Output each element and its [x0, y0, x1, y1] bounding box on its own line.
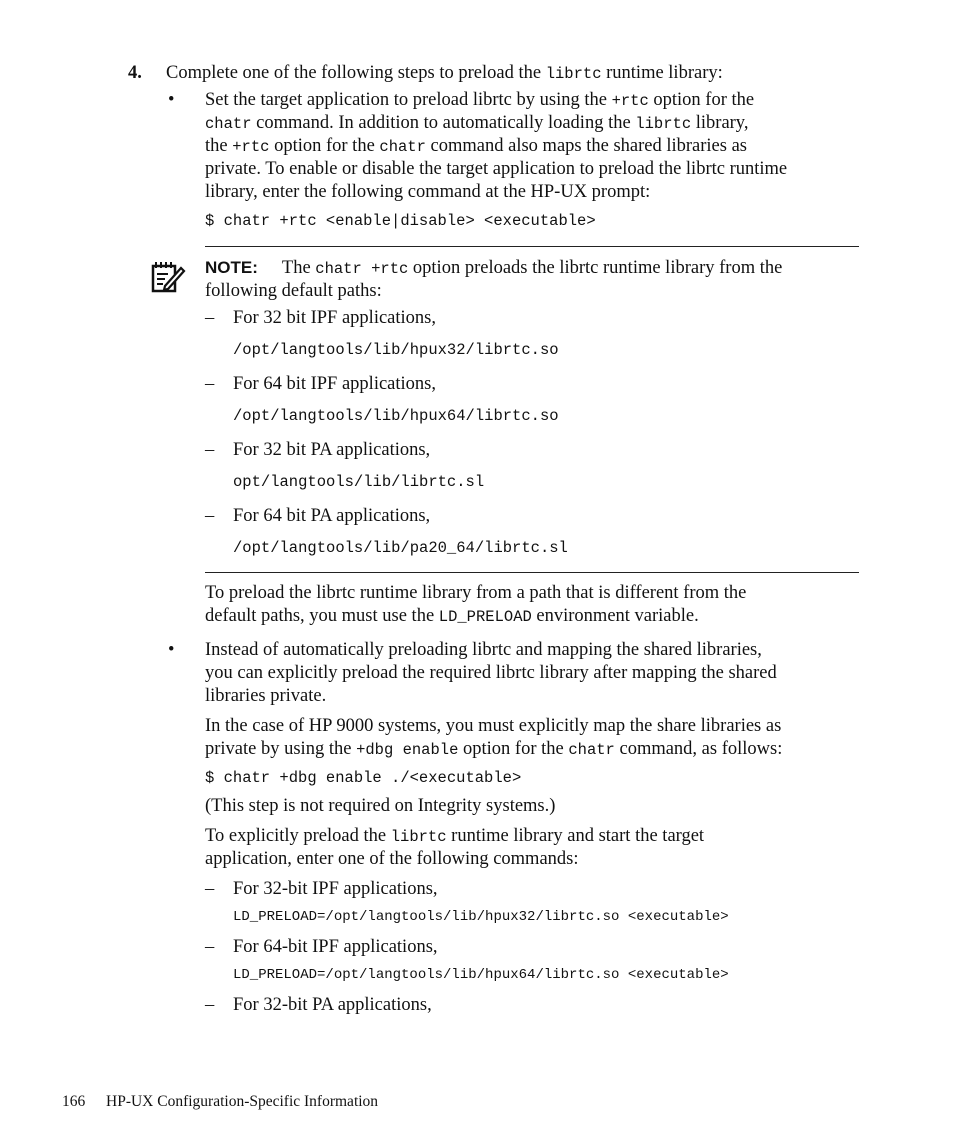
chatr-rtc-command: $ chatr +rtc <enable|disable> <executable>: [205, 212, 596, 230]
page-number: 166: [62, 1093, 86, 1110]
note-icon: [150, 259, 186, 295]
note-label: NOTE:: [205, 258, 258, 277]
bullet1-line-2: chatr command. In addition to automatically loading the librtc library,: [205, 113, 749, 133]
dash: –: [205, 440, 215, 460]
integrity-note: (This step is not required on Integrity systems.): [205, 796, 556, 816]
preload-line-1: To explicitly preload the librtc runtime library and start the target: [205, 826, 705, 846]
bullet2-line-2: you can explicitly preload the required librtc library after mapping the shared: [205, 663, 777, 683]
note-bottom-rule: [205, 572, 859, 573]
note-item-path: opt/langtools/lib/librtc.sl: [233, 473, 485, 491]
chatr-dbg-command: $ chatr +dbg enable ./<executable>: [205, 769, 522, 787]
note-item-path: /opt/langtools/lib/hpux32/librtc.so: [233, 341, 559, 359]
bullet2-line-3: libraries private.: [205, 686, 327, 706]
note-item-label: For 32 bit IPF applications,: [233, 308, 436, 328]
preload-item-label: For 32-bit IPF applications,: [233, 879, 438, 899]
preload-item-label: For 64-bit IPF applications,: [233, 937, 438, 957]
footer-title: HP-UX Configuration-Specific Information: [106, 1093, 379, 1110]
dash: –: [205, 308, 215, 328]
bullet1-line-3: the +rtc option for the chatr command also maps the shared libraries as: [205, 136, 748, 156]
hp9000-line-1: In the case of HP 9000 systems, you must explicitly map the share libraries as: [205, 716, 782, 736]
step-number: 4.: [128, 63, 142, 83]
dash: –: [205, 506, 215, 526]
dash: –: [205, 374, 215, 394]
note-item-path: /opt/langtools/lib/pa20_64/librtc.sl: [233, 539, 568, 557]
bullet1-line-4: private. To enable or disable the target application to preload the librtc runtime: [205, 159, 788, 179]
hp9000-line-2: private by using the +dbg enable option for the chatr command, as follows:: [205, 739, 783, 759]
note-item-label: For 32 bit PA applications,: [233, 440, 431, 460]
note-top-rule: [205, 246, 859, 247]
note-item-path: /opt/langtools/lib/hpux64/librtc.so: [233, 407, 559, 425]
preload-item-cmd: LD_PRELOAD=/opt/langtools/lib/hpux32/librtc.so <executable>: [233, 909, 729, 925]
bullet1-line-1: Set the target application to preload librtc by using the +rtc option for the: [205, 90, 755, 110]
dash: –: [205, 995, 215, 1015]
after-note-line-1: To preload the librtc runtime library from a path that is different from the: [205, 583, 747, 603]
preload-item-cmd: LD_PRELOAD=/opt/langtools/lib/hpux64/librtc.so <executable>: [233, 967, 729, 983]
note-line-1: NOTE: The chatr +rtc option preloads the librtc runtime library from the: [205, 258, 783, 278]
note-line-2: following default paths:: [205, 281, 382, 301]
note-item-label: For 64 bit IPF applications,: [233, 374, 436, 394]
dash: –: [205, 879, 215, 899]
bullet-1: •: [168, 90, 175, 110]
note-item-label: For 64 bit PA applications,: [233, 506, 431, 526]
step-text: Complete one of the following steps to preload the librtc runtime library:: [166, 63, 723, 83]
preload-item-label: For 32-bit PA applications,: [233, 995, 432, 1015]
bullet-2: •: [168, 640, 175, 660]
bullet2-line-1: Instead of automatically preloading librtc and mapping the shared libraries,: [205, 640, 762, 660]
preload-line-2: application, enter one of the following commands:: [205, 849, 579, 869]
bullet1-line-5: library, enter the following command at the HP-UX prompt:: [205, 182, 651, 202]
after-note-line-2: default paths, you must use the LD_PRELOAD environment variable.: [205, 606, 699, 626]
dash: –: [205, 937, 215, 957]
